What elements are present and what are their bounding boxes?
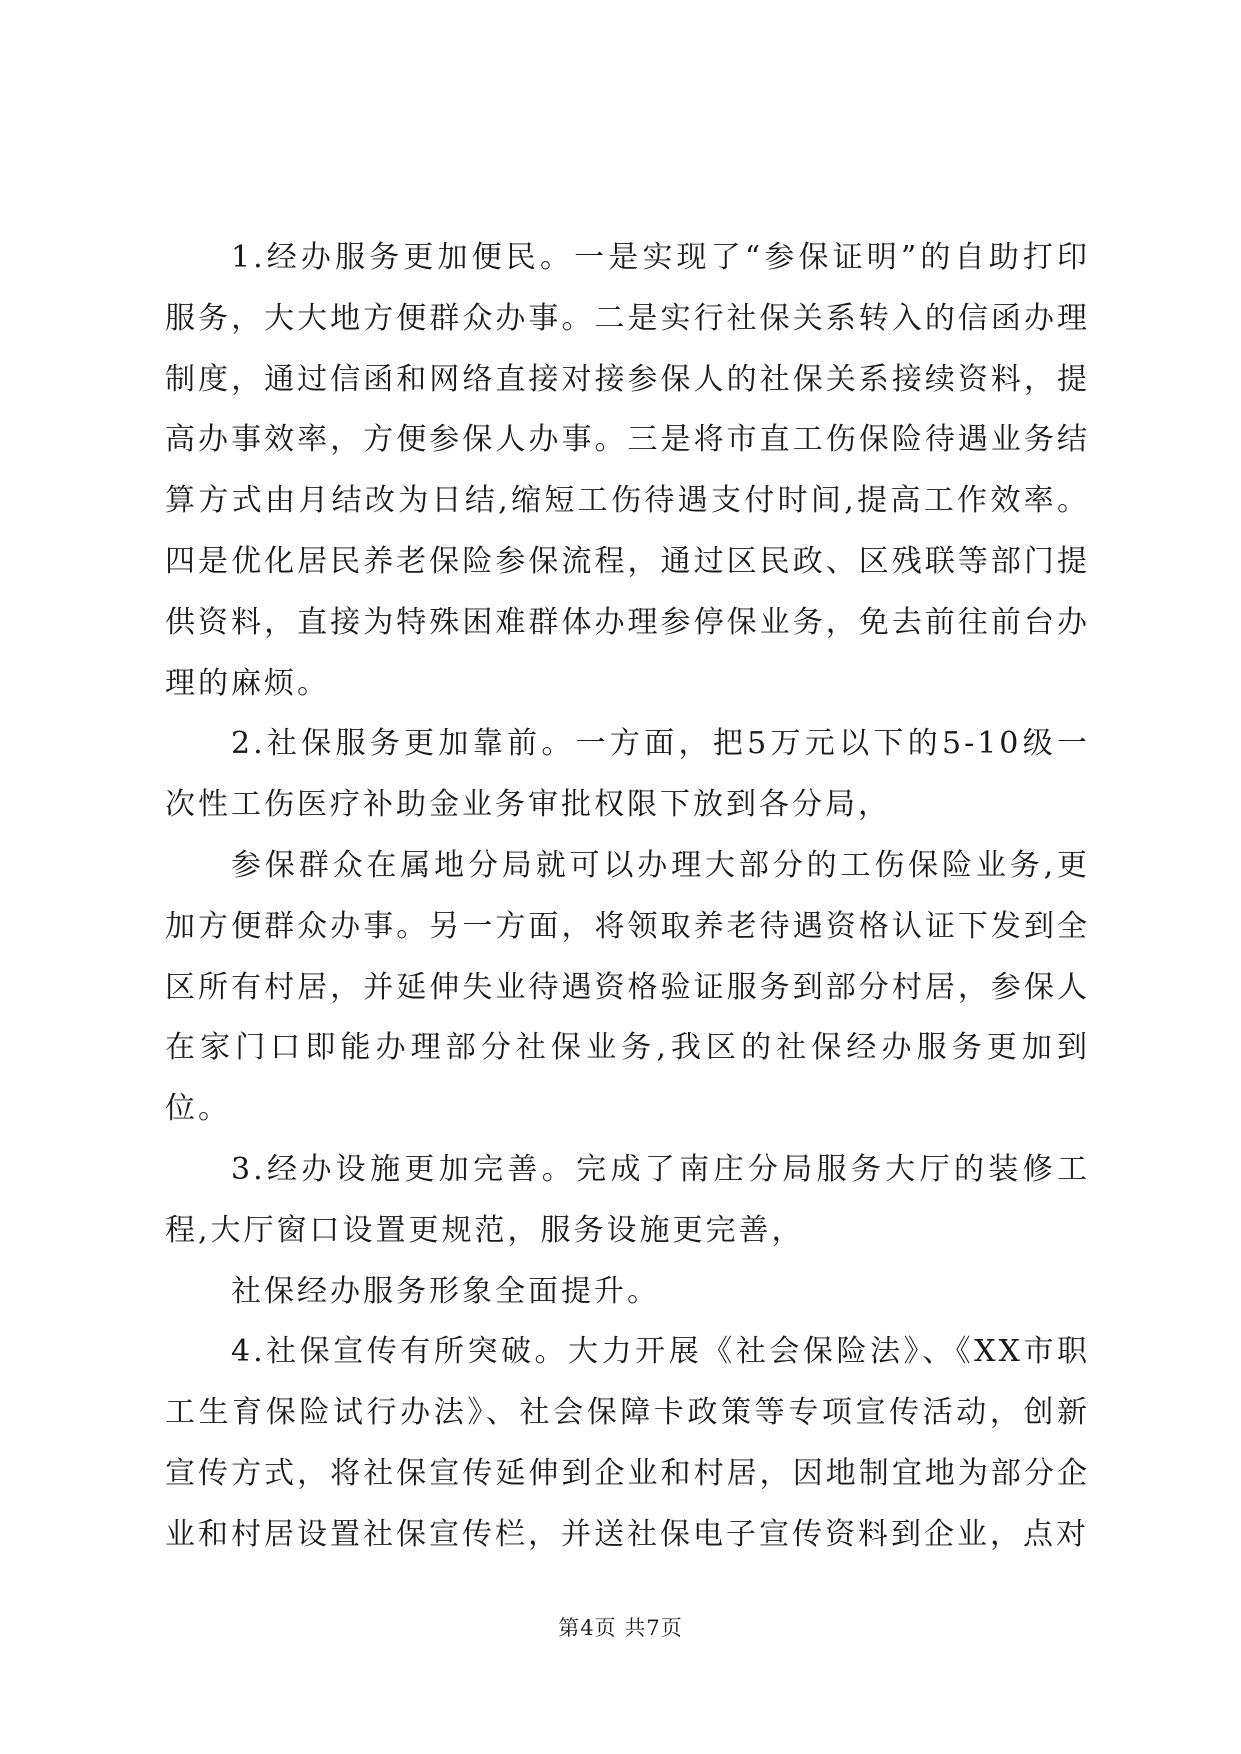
paragraph-3: 参保群众在属地分局就可以办理大部分的工伤保险业务,更加方便群众办事。另一方面，将领取养老待遇资格认证下发到全区所有村居，并延伸失业待遇资格验证服务到部分村居，参保人在家门口即能办理部分社保业务,我区的社保经办服务更加到位。 — [165, 847, 1090, 1127]
document-body — [165, 228, 1090, 1566]
paragraph-4: 3.经办设施更加完善。完成了南庄分局服务大厅的装修工程,大厅窗口设置更规范，服务设施更完善， — [165, 1151, 1090, 1248]
paragraph-5: 社保经办服务形象全面提升。 — [231, 1273, 660, 1309]
paragraph-1: 1.经办服务更加便民。一是实现了“参保证明”的自助打印服务，大大地方便群众办事。二是实行社保关系转入的信函办理制度，通过信函和网络直接对接参保人的社保关系接续资料，提高办事效率，方便参保人办事。三是将市直工伤保险待遇业务结算方式由月结改为日结,缩短工伤待遇支付时间,提高工作效率。四是优化居民养老保险参保流程，通过区民政、区残联等部门提供资料，直接为特殊困难群体办理参停保业务，免去前往前台办理的麻烦。 — [165, 240, 1090, 701]
paragraph-2: 2.社保服务更加靠前。一方面，把5万元以下的5-10级一次性工伤医疗补助金业务审批权限下放到各分局， — [165, 726, 1090, 823]
paragraph-6: 4.社保宣传有所突破。大力开展《社会保险法》、《XX市职工生育保险试行办法》、社会保障卡政策等专项宣传活动，创新宣传方式，将社保宣传延伸到企业和村居，因地制宜地为部分企业和村居设置社保宣传栏，并送社保电子宣传资料到企业，点对 — [165, 1334, 1090, 1552]
page-number-footer: 第4页 共7页 — [558, 1616, 683, 1640]
